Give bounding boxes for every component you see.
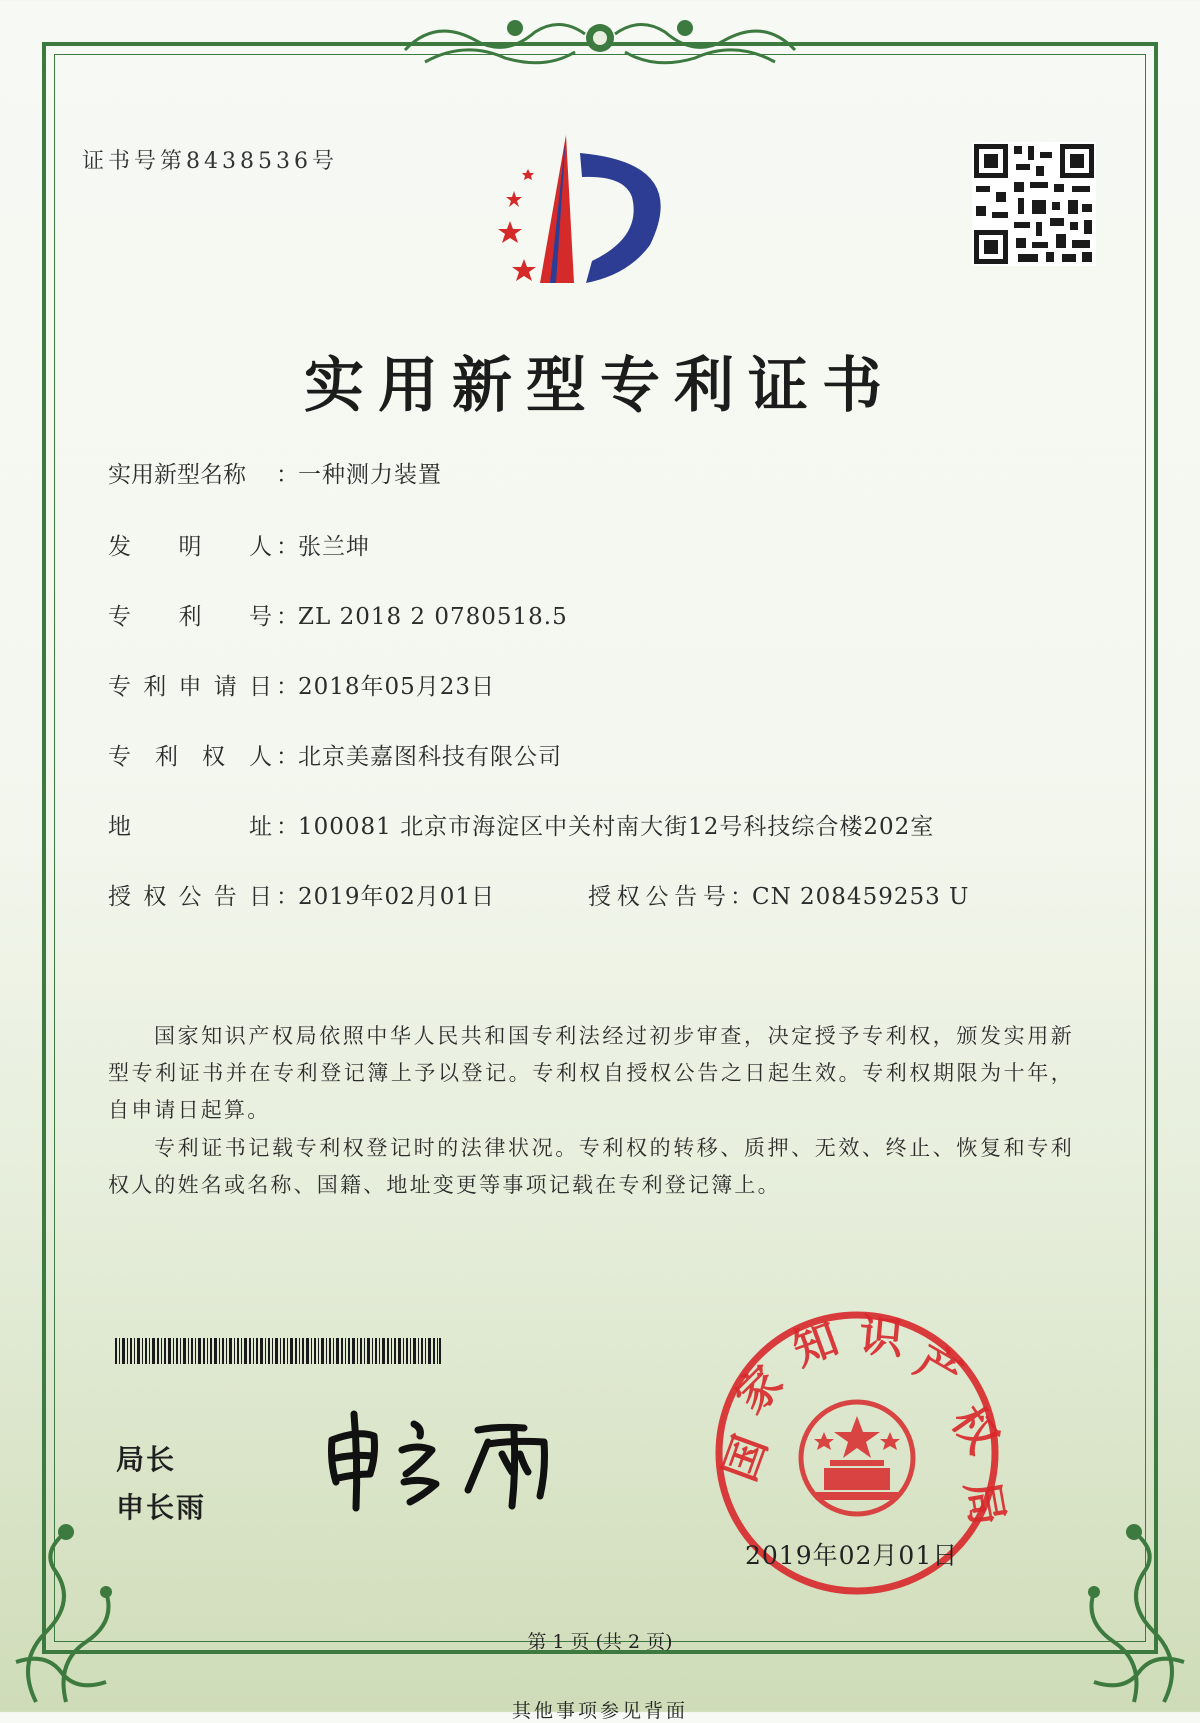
director-title: 局长: [116, 1443, 177, 1476]
seal-date: 2019年02月01日: [745, 1541, 959, 1570]
field-label: 专利权人: [108, 744, 276, 770]
field-patentee: 专利权人：北京美嘉图科技有限公司: [108, 738, 562, 771]
svg-text:家: 家: [725, 1356, 793, 1424]
field-value: 北京美嘉图科技有限公司: [298, 744, 562, 770]
field-label: 实用新型名称: [108, 462, 246, 488]
field-label: 发明人: [108, 534, 276, 560]
field-value: 100081 北京市海淀区中关村南大街12号科技综合楼202室: [298, 814, 935, 840]
field-inventor: 发明人：张兰坤: [108, 528, 370, 561]
field-label: 专利号: [108, 604, 276, 630]
top-ornament: [395, 10, 805, 74]
director-name: 申长雨: [116, 1491, 207, 1524]
director-signature: [318, 1410, 608, 1510]
page-indicator: 第 1 页 (共 2 页): [527, 1631, 673, 1653]
legal-paragraph-1: 国家知识产权局依照中华人民共和国专利法经过初步审查，决定授予专利权，颁发实用新型专利证书并在专利登记簿上予以登记。专利权自授权公告之日起生效。专利权期限为十年，自申请日起算。: [108, 1024, 1074, 1122]
field-value: 张兰坤: [298, 534, 370, 560]
bottom-right-ornament: [1044, 1512, 1194, 1708]
field-value: 2019年02月01日: [298, 884, 496, 910]
svg-text:国: 国: [714, 1428, 778, 1488]
svg-text:知: 知: [786, 1313, 846, 1377]
qr-code: [972, 142, 1096, 266]
field-label: 专利申请日: [108, 674, 276, 700]
field-value: 一种测力装置: [298, 462, 442, 488]
field-value: 2018年05月23日: [298, 674, 496, 700]
field-grant-number: 授权公告号：CN 208459253 U: [588, 878, 969, 911]
barcode: [115, 1338, 441, 1364]
cnipa-logo: [500, 135, 705, 290]
bottom-left-ornament: [6, 1512, 156, 1708]
field-filing-date: 专利申请日：2018年05月23日: [108, 668, 495, 701]
field-utility-model-name: 实用新型名称 ：一种测力装置: [108, 456, 442, 489]
field-label: 授权公告日: [108, 884, 276, 910]
field-label: 授权公告号: [588, 884, 730, 910]
legal-paragraph-2: 专利证书记载专利权登记时的法律状况。专利权的转移、质押、无效、终止、恢复和专利权人的姓名或名称、国籍、地址变更等事项记载在专利登记簿上。: [108, 1136, 1074, 1197]
field-grant-date: 授权公告日：2019年02月01日: [108, 878, 495, 911]
field-value: CN 208459253 U: [752, 884, 970, 910]
field-label: 地址: [108, 814, 276, 840]
field-value: ZL 2018 2 0780518.5: [298, 604, 568, 630]
field-patent-number: 专利号：ZL 2018 2 0780518.5: [108, 598, 568, 631]
field-address: 地址：100081 北京市海淀区中关村南大街12号科技综合楼202室: [108, 808, 934, 841]
svg-text:权: 权: [940, 1397, 1009, 1463]
bottom-note: 其他事项参见背面: [511, 1700, 688, 1722]
svg-text:识: 识: [857, 1310, 906, 1365]
certificate-number: 证书号第8438536号: [82, 149, 338, 174]
svg-text:局: 局: [955, 1477, 1014, 1530]
svg-text:产: 产: [906, 1335, 971, 1402]
certificate-title: 实用新型专利证书: [304, 351, 896, 421]
